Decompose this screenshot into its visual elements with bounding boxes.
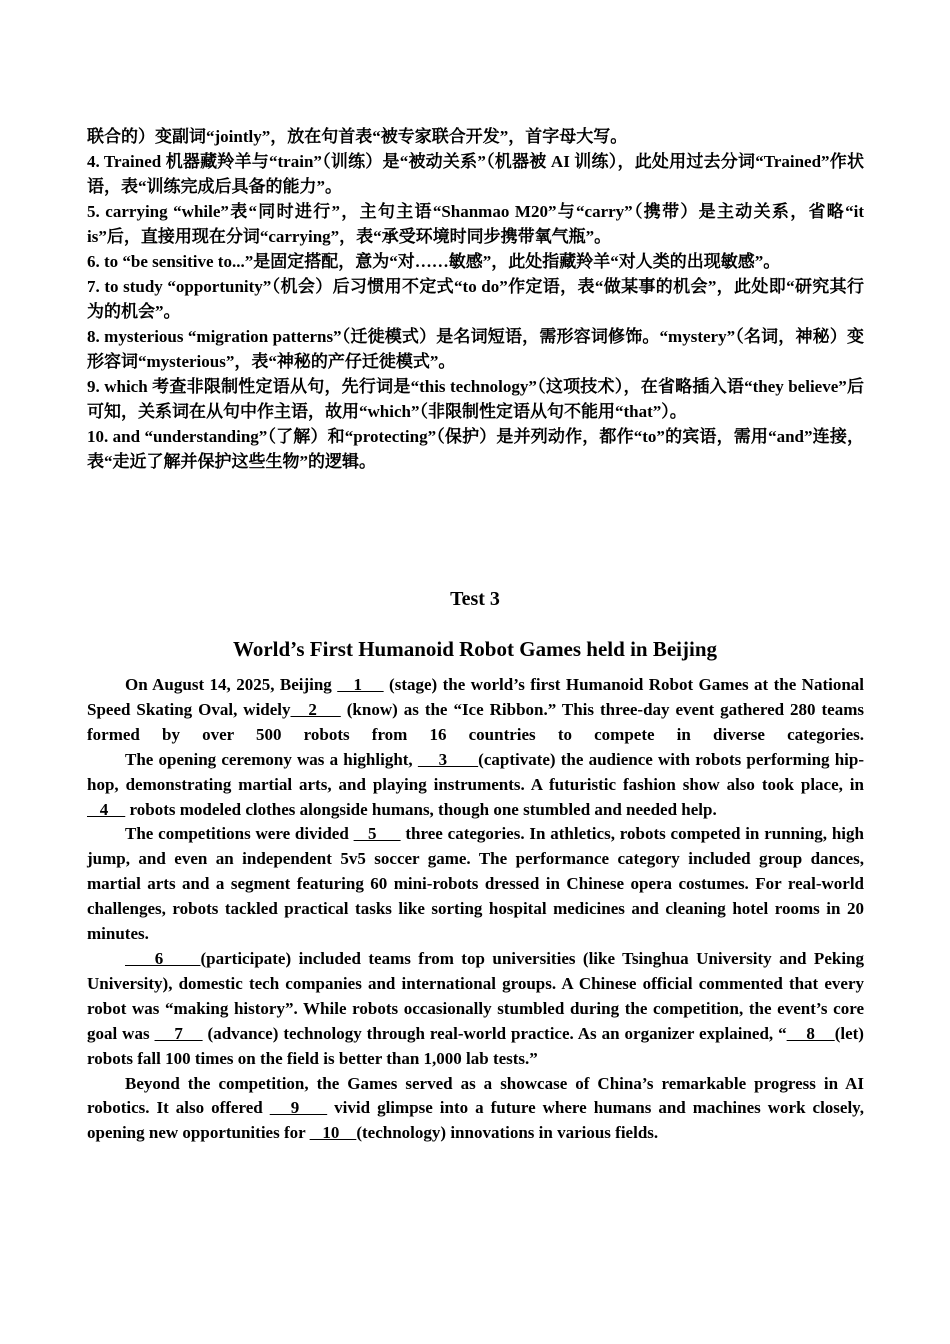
answer-blank[interactable]: 5 — [353, 824, 401, 844]
paragraph-3 — [87, 822, 864, 947]
paragraph-4 — [87, 947, 864, 1072]
answer-blank[interactable]: 7 — [154, 1023, 203, 1043]
note-7: 7. to study “opportunity”（机会）后习惯用不定式“to do”作定语，表“做某事的机会”，此处即“研究其行为的机会”。 — [87, 277, 864, 321]
note-5: 5. carrying “while”表“同时进行”，主句主语“Shanmao M20”与“carry”（携带）是主动关系，省略“it is”后，直接用现在分词“carrying”，表“承受环境时同步携带氧气瓶”。 — [87, 202, 864, 246]
answer-blank[interactable]: 8 — [786, 1023, 835, 1043]
answer-blank[interactable]: 10 — [309, 1123, 357, 1143]
note-9: 9. which 考查非限制性定语从句，先行词是“this technology”（这项技术），在省略插入语“they believe”后可知，关系词在从句中作主语，故用“which”（非限制性定语从句不能用“that”）。 — [87, 377, 864, 421]
note-10: 10. and “understanding”（了解）和“protecting”（保护）是并列动作，都作“to”的宾语，需用“and”连接，表“走近了解并保护这些生物”的逻辑。 — [87, 427, 864, 471]
answer-blank[interactable]: 6 — [125, 948, 201, 968]
note-3-continued: 联合的）变副词“jointly”，放在句首表“被专家联合开发”，首字母大写。 — [87, 127, 628, 146]
test-title: Test 3 — [450, 588, 500, 610]
paragraph-text: three categories. In athletics, robots competed in running, high jump, and even an independent 5v5 soccer game. The performance category included group dances, martial arts and a segment featuring 60 mini-robots dressed in Chinese opera costumes. For real-world challenges, robots tackled practical tasks like sorting hospital medicines and cleaning hotel rooms in 20 minutes. — [87, 824, 864, 944]
paragraph-2 — [87, 748, 864, 823]
answer-notes — [87, 124, 864, 474]
answer-blank[interactable]: 2 — [290, 699, 341, 719]
paragraph-5 — [87, 1072, 864, 1147]
paragraph-text: (advance) technology through real-world practice. As an organizer explained, “ — [202, 1023, 787, 1043]
note-6: 6. to “be sensitive to...”是固定搭配，意为“对……敏感”，此处指藏羚羊“对人类的出现敏感”。 — [87, 252, 781, 271]
paragraph-text: (captivate) the audience with robots performing hip-hop, demonstrating martial arts, and playing instruments. A futuristic fashion show also took place, in — [87, 749, 864, 794]
paragraph-text: The competitions were divided — [125, 824, 354, 844]
answer-blank[interactable]: 1 — [337, 675, 384, 694]
paragraph-text: (technology) innovations in various fields. — [356, 1123, 659, 1143]
paragraph-text: (participate) included teams from top universities (like Tsinghua University and Peking University), domestic tech companies and international groups. A Chinese official commented that every robot was “making history”. While robots occasionally stumbled during the competition, the event’s core goal was — [87, 948, 864, 1043]
note-4: 4. Trained 机器藏羚羊与“train”（训练）是“被动关系”（机器被 AI 训练），此处用过去分词“Trained”作状语，表“训练完成后具备的能力”。 — [87, 152, 864, 196]
paragraph-text: vivid glimpse into a future where humans and machines work closely, opening new opportunities for — [87, 1098, 864, 1143]
paragraph-text: (let) robots fall 100 times on the field is better than 1,000 lab tests.” — [87, 1023, 864, 1068]
article-body — [87, 673, 864, 1146]
paragraph-text: The opening ceremony was a highlight, — [125, 749, 418, 769]
paragraph-text: Beyond the competition, the Games served as a showcase of China’s remarkable progress in AI robotics. It also offered — [87, 1073, 864, 1118]
answer-blank[interactable]: 4 — [87, 799, 126, 819]
note-8: 8. mysterious “migration patterns”（迁徙模式）是名词短语，需形容词修饰。“mystery”（名词，神秘）变形容词“mysterious”，表“神秘的产仔迁徙模式”。 — [87, 327, 864, 371]
paragraph-text: (know) as the “Ice Ribbon.” This three-day event gathered 280 teams formed by over 500 robots from 16 countries to compete in diverse categories. — [87, 699, 865, 744]
paragraph-text: robots modeled clothes alongside humans, though one stumbled and needed help. — [125, 799, 717, 819]
paragraph-1 — [87, 673, 864, 748]
answer-blank[interactable]: 9 — [269, 1098, 328, 1118]
article-title: World’s First Humanoid Robot Games held in Beijing — [232, 637, 717, 661]
answer-blank[interactable]: 3 — [417, 749, 479, 769]
paragraph-text: (stage) the world’s first Humanoid Robot Games at the National Speed Skating Oval, widely — [87, 675, 865, 719]
paragraph-text: On August 14, 2025, Beijing — [125, 675, 338, 694]
